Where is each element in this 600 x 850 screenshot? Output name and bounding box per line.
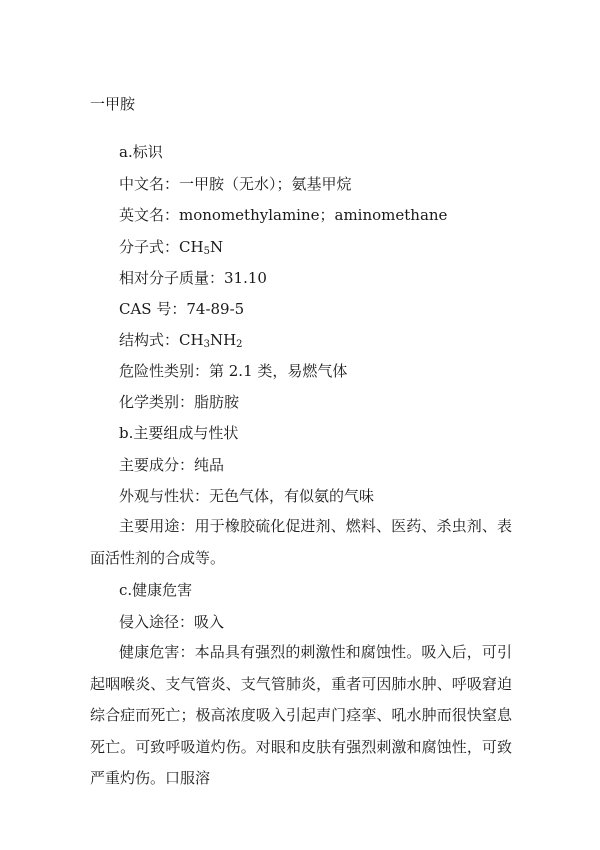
molecular-formula-line — [119, 237, 223, 257]
cas-number-line: CAS 号：74-89-5 — [119, 300, 245, 318]
english-name-line: 英文名：monomethylamine；aminomethane — [119, 206, 448, 224]
composition-line: 主要成分：纯品 — [119, 456, 225, 474]
structure-element-2: NH — [209, 331, 237, 349]
section-b-heading: b.主要组成与性状 — [119, 424, 239, 442]
appearance-line: 外观与性状：无色气体，有似氨的气味 — [119, 487, 375, 505]
formula-element-1: CH — [179, 238, 204, 256]
structure-subscript-1: 3 — [203, 339, 210, 350]
structure-element-1: CH — [179, 331, 204, 349]
exposure-route-line: 侵入途径：吸入 — [119, 613, 225, 631]
molecular-mass-line: 相对分子质量：31.10 — [119, 269, 267, 287]
hazard-class-line: 危险性类别：第 2.1 类，易燃气体 — [119, 362, 348, 380]
document-title: 一甲胺 — [90, 95, 136, 113]
formula-label: 分子式： — [119, 238, 180, 256]
structure-subscript-2: 2 — [236, 339, 243, 350]
formula-subscript-1: 5 — [203, 246, 210, 257]
structural-formula-line — [119, 330, 243, 350]
formula-element-2: N — [209, 238, 224, 256]
health-hazard-paragraph: 健康危害：本品具有强烈的刺激性和腐蚀性。吸入后，可引起咽喉炎、支气管炎、支气管肺炎，重者可因肺水肿、呼吸窘迫综合症而死亡；极高浓度吸入引起声门痉挛、吼水肿而很快窒息死亡。可致呼吸道灼伤。对眼和皮肤有强烈刺激和腐蚀性，可致严重灼伤。口服溶 — [90, 643, 512, 787]
structure-label: 结构式： — [119, 331, 180, 349]
usage-paragraph: 主要用途：用于橡胶硫化促进剂、燃料、医药、杀虫剂、表面活性剂的合成等。 — [90, 517, 512, 567]
chinese-name-line: 中文名：一甲胺（无水）；氨基甲烷 — [119, 175, 352, 193]
section-a-heading: a.标识 — [119, 143, 163, 161]
section-c-heading: c.健康危害 — [119, 581, 193, 599]
chemical-class-line: 化学类别：脂肪胺 — [119, 393, 240, 411]
